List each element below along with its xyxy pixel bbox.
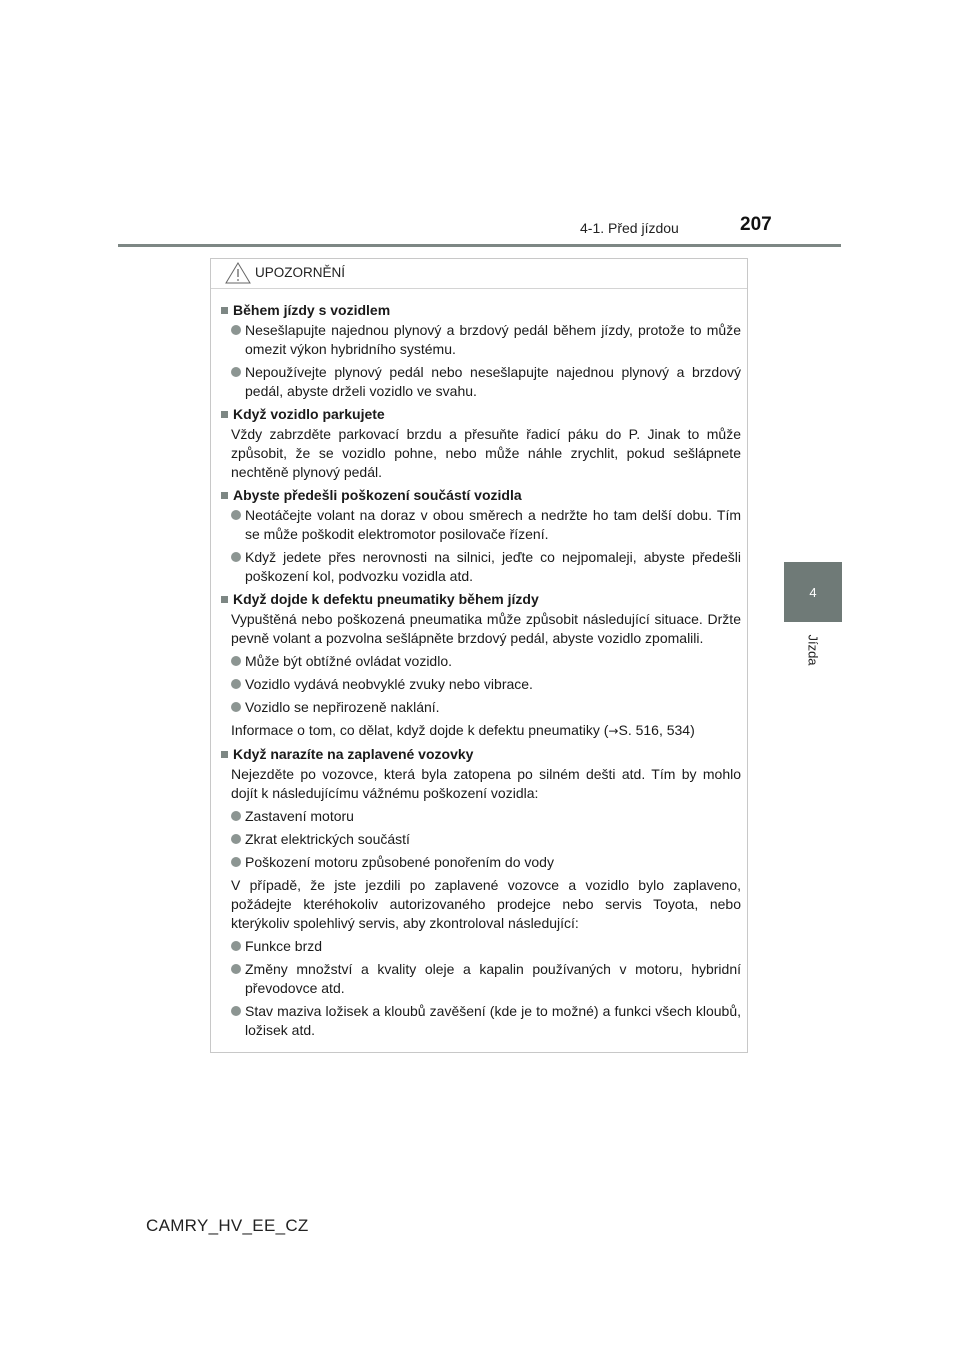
circle-bullet-icon <box>231 679 241 689</box>
section-heading: Když dojde k defektu pneumatiky během jízdy <box>219 590 741 609</box>
section-heading: Abyste předešli poškození součástí vozidla <box>219 486 741 505</box>
list-item: Nepoužívejte plynový pedál nebo nesešlapujte najednou plynový a brzdový pedál, abyste drželi vozidlo ve svahu. <box>231 363 741 401</box>
circle-bullet-icon <box>231 510 241 520</box>
paragraph: V případě, že jste jezdili po zaplavené vozovce a vozidlo bylo zaplaveno, požádejte kteréhokoliv autorizovaného prodejce nebo servis Toyota, nebo kterýkoliv spolehlivý servis, aby zkontroloval následující: <box>231 877 741 931</box>
list-item: Vozidlo se nepřirozeně naklání. <box>231 698 741 717</box>
circle-bullet-icon <box>231 702 241 712</box>
warning-box <box>210 258 748 1053</box>
page-number: 207 <box>740 214 772 235</box>
circle-bullet-icon <box>231 857 241 867</box>
circle-bullet-icon <box>231 964 241 974</box>
square-bullet-icon <box>221 751 228 758</box>
section-heading: Když narazíte na zaplavené vozovky <box>219 745 741 764</box>
document-code: CAMRY_HV_EE_CZ <box>146 1216 309 1235</box>
square-bullet-icon <box>221 492 228 499</box>
circle-bullet-icon <box>231 552 241 562</box>
circle-bullet-icon <box>231 1006 241 1016</box>
circle-bullet-icon <box>231 656 241 666</box>
list-item: Může být obtížné ovládat vozidlo. <box>231 652 741 671</box>
square-bullet-icon <box>221 596 228 603</box>
arrow-right-icon: → <box>608 724 619 738</box>
section-title: 4-1. Před jízdou <box>580 220 679 236</box>
list-item: Vozidlo vydává neobvyklé zvuky nebo vibrace. <box>231 675 741 694</box>
chapter-tab[interactable] <box>784 562 842 622</box>
page-reference-link[interactable]: S. 516, 534) <box>618 722 695 738</box>
square-bullet-icon <box>221 307 228 314</box>
circle-bullet-icon <box>231 811 241 821</box>
warning-body <box>211 289 747 1040</box>
list-item: Neotáčejte volant na doraz v obou směrech a nedržte ho tam delší dobu. Tím se může poškodit elektromotor posilovače řízení. <box>231 506 741 544</box>
circle-bullet-icon <box>231 834 241 844</box>
circle-bullet-icon <box>231 325 241 335</box>
list-item: Zkrat elektrických součástí <box>231 830 741 849</box>
warning-title: UPOZORNĚNÍ <box>255 265 346 280</box>
circle-bullet-icon <box>231 367 241 377</box>
list-item: Zastavení motoru <box>231 807 741 826</box>
chapter-label: Jízda <box>805 634 821 666</box>
section-heading: Během jízdy s vozidlem <box>219 301 741 320</box>
list-item: Poškození motoru způsobené ponořením do vody <box>231 853 741 872</box>
header-divider <box>118 244 841 247</box>
warning-header <box>211 259 747 289</box>
warning-triangle-icon <box>225 262 251 284</box>
chapter-number: 4 <box>809 584 817 600</box>
paragraph: Vypuštěná nebo poškozená pneumatika může způsobit následující situace. Držte pevně volant a pozvolna sešlápněte brzdový pedál, abyste vozidlo zpomalili. <box>231 611 741 646</box>
paragraph: Vždy zabrzděte parkovací brzdu a přesuňte řadicí páku do P. Jinak to může způsobit, že se vozidlo pohne, nebo může náhle zrychlit, pokud sešlápnete nechtěně plynový pedál. <box>231 426 741 480</box>
list-item: Funkce brzd <box>231 937 741 956</box>
list-item: Stav maziva ložisek a kloubů zavěšení (kde je to možné) a funkci všech kloubů, ložisek atd. <box>231 1002 741 1040</box>
list-item: Změny množství a kvality oleje a kapalin používaných v motoru, hybridní převodovce atd. <box>231 960 741 998</box>
paragraph: Nejezděte po vozovce, která byla zatopena po silném dešti atd. Tím by mohlo dojít k následujícímu vážnému poškození vozidla: <box>231 766 741 801</box>
section-heading: Když vozidlo parkujete <box>219 405 741 424</box>
list-item: Nesešlapujte najednou plynový a brzdový pedál během jízdy, protože to může omezit výkon hybridního systému. <box>231 321 741 359</box>
reference-note: Informace o tom, co dělat, když dojde k defektu pneumatiky (→S. 516, 534) <box>231 722 695 738</box>
circle-bullet-icon <box>231 941 241 951</box>
list-item: Když jedete přes nerovnosti na silnici, jeďte co nejpomaleji, abyste předešli poškození kol, podvozku vozidla atd. <box>231 548 741 586</box>
square-bullet-icon <box>221 411 228 418</box>
